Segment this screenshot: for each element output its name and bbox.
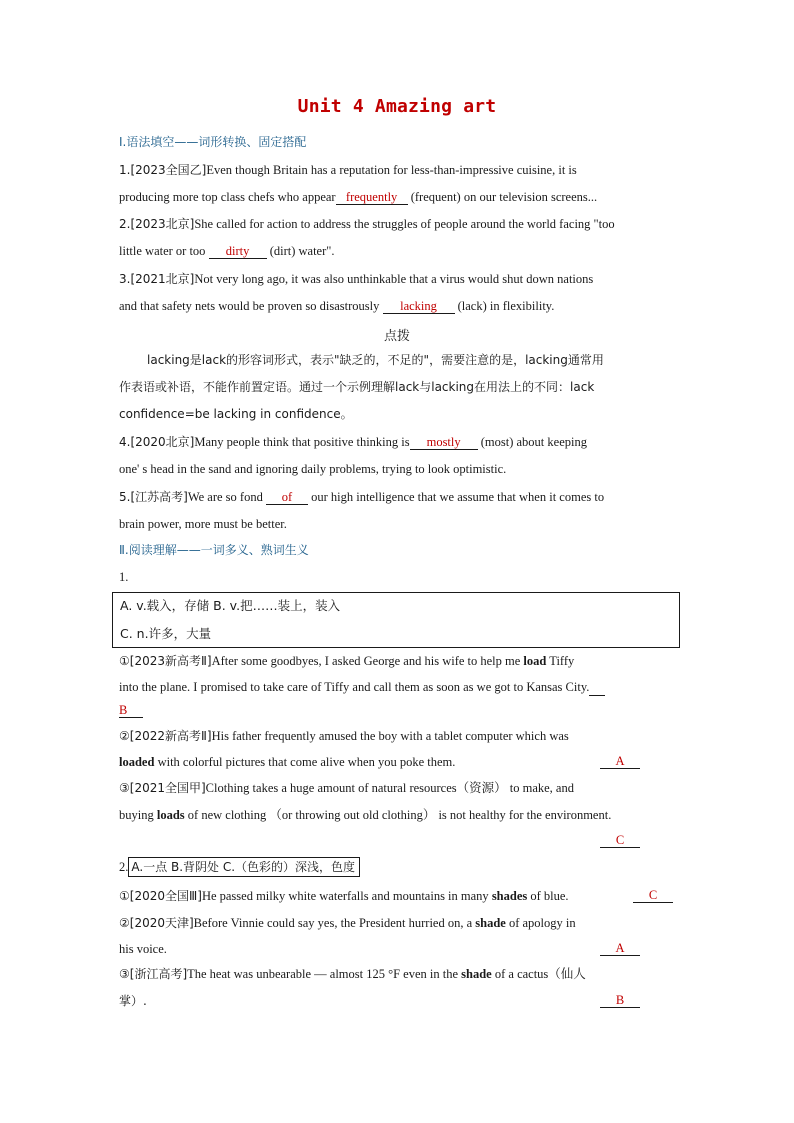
tip-line-2: 作表语或补语，不能作前置定语。通过一个示例理解lack与lacking在用法上的不同：lack [119,380,595,394]
g1-s3-text-3: of new clothing （or throwing out old clothing） is not healthy for the environment. [187,808,612,822]
g1-s3-tag: ③[2021全国甲] [119,781,206,795]
g2-s2-text-1: Before Vinnie could say yes, the President hurried on, a [193,916,473,930]
group-1-options-line-2: C. n.许多，大量 [120,626,212,641]
g1-s2-text-2: with colorful pictures that come alive when you poke them. [157,755,456,769]
q1-text-3: (frequent) on our television screens... [410,190,598,204]
q3-line-1 [119,271,593,287]
g2-s3-text-2: of a cactus（仙人 [494,967,586,981]
g1-s1-line-2 [119,679,605,696]
q1-line-1 [119,162,577,178]
tip-line-1: lacking是lack的形容词形式，表示"缺乏的，不足的"，需要注意的是，lacking通常用 [147,353,604,367]
g1-s2-keyword: loaded [119,755,155,769]
q2-text-1: She called for action to address the struggles of people around the world facing "too [194,217,615,231]
g2-s2-line-2: his voice. [119,942,167,956]
g2-s3-answer-blank[interactable]: B [600,993,640,1008]
q4-text-1: Many people think that positive thinking is [194,435,410,449]
g1-s3-keyword: loads [156,808,185,822]
g2-s1-keyword: shades [491,889,528,903]
q5-line-1 [119,489,604,505]
group-1-number: 1. [119,570,129,584]
q5-tag: 5.[江苏高考] [119,490,188,504]
q4-line-2: one' s head in the sand and ignoring daily problems, trying to look optimistic. [119,462,507,476]
section-1-heading: Ⅰ.语法填空——词形转换、固定搭配 [119,135,307,149]
group-1-options-line-1: A. v.载入，存储 B. v.把……装上，装入 [120,598,341,613]
g2-s2-keyword: shade [475,916,506,930]
q3-text-2: and that safety nets would be proven so disastrously [119,299,380,313]
q3-answer-blank[interactable]: lacking [383,299,455,314]
g1-s1-underline [589,679,605,696]
q1-answer-blank[interactable]: frequently [336,190,408,205]
q5-text-2: our high intelligence that we assume that when it comes to [311,490,605,504]
q3-line-2 [119,298,554,314]
q5-answer-blank[interactable]: of [266,490,308,505]
g1-s2-tag: ②[2022新高考Ⅱ] [119,729,212,743]
q4-answer-blank[interactable]: mostly [410,435,478,450]
q1-line-2 [119,189,597,205]
g1-s1-text-2: Tiffy [549,654,575,668]
q2-tag: 2.[2023北京] [119,217,195,231]
q2-line-2 [119,243,334,259]
q5-line-2: brain power, more must be better. [119,517,287,531]
g1-s3-text-2: buying [119,808,154,822]
g2-s3-line-2: 掌）. [119,994,147,1008]
g2-s3-text-1: The heat was unbearable — almost 125 °F even in the [187,967,459,981]
q4-tag: 4.[2020北京] [119,435,195,449]
q3-text-1: Not very long ago, it was also unthinkable that a virus would shut down nations [194,272,594,286]
g1-s3-answer-blank[interactable]: C [600,833,640,848]
g2-s1-text-2: of blue. [530,889,569,903]
g1-s2-line-1 [119,728,569,744]
g1-s3-text-1: Clothing takes a huge amount of natural resources（资源） to make, and [205,781,574,795]
q2-answer-blank[interactable]: dirty [209,244,267,259]
q1-tag: 1.[2023全国乙] [119,163,207,177]
g2-s2-answer-blank[interactable]: A [600,941,640,956]
g1-s3-line-2 [119,807,611,823]
g2-s1-line-1 [119,888,569,904]
g2-s1-text-1: He passed milky white waterfalls and mountains in many [201,889,489,903]
g2-s2-tag: ②[2020天津] [119,916,194,930]
group-2-options-box: A.一点 B.背阴处 C.（色彩的）深浅，色度 [128,857,360,877]
page-title: Unit 4 Amazing art [297,96,497,117]
tip-label: 点拨 [383,329,410,344]
tip-line-3: confidence=be lacking in confidence。 [119,407,353,421]
g1-s2-text-1: His father frequently amused the boy with a tablet computer which was [211,729,569,743]
q3-tag: 3.[2021北京] [119,272,195,286]
g2-s2-text-2: of apology in [508,916,576,930]
group-1-options-box [112,592,680,648]
g1-s3-line-1 [119,780,574,796]
g2-s1-tag: ①[2020全国Ⅲ] [119,889,202,903]
section-2-heading: Ⅱ.阅读理解——一词多义、熟词生义 [119,543,309,557]
q5-text-1: We are so fond [187,490,263,504]
group-2-header [119,857,360,877]
g2-s1-answer-blank[interactable]: C [633,888,673,903]
g2-s2-line-1 [119,915,576,931]
g1-s1-answer-blank[interactable]: B [119,703,143,718]
g1-s1-tag: ①[2023新高考Ⅱ] [119,654,212,668]
q4-text-2: (most) about keeping [480,435,587,449]
g2-s3-line-1 [119,966,586,982]
q1-text-1: Even though Britain has a reputation for less-than-impressive cuisine, it is [206,163,577,177]
q1-text-2: producing more top class chefs who appear [119,190,336,204]
group-2-number: 2. [119,860,129,874]
g1-s2-answer-blank[interactable]: A [600,754,640,769]
g2-s3-tag: ③[浙江高考] [119,967,188,981]
g2-s3-keyword: shade [461,967,492,981]
g1-s1-line-1 [119,653,574,669]
g1-s1-text-3: into the plane. I promised to take care of Tiffy and call them as soon as we got to Kansas City. [119,680,590,694]
q3-text-3: (lack) in flexibility. [457,299,555,313]
g1-s1-text-1: After some goodbyes, I asked George and his wife to help me [211,654,521,668]
q2-line-1 [119,216,615,232]
q2-text-2: little water or too [119,244,206,258]
q4-line-1 [119,434,587,450]
g1-s2-line-2 [119,754,455,770]
q2-text-3: (dirt) water". [269,244,335,258]
g1-s1-keyword: load [523,654,547,668]
